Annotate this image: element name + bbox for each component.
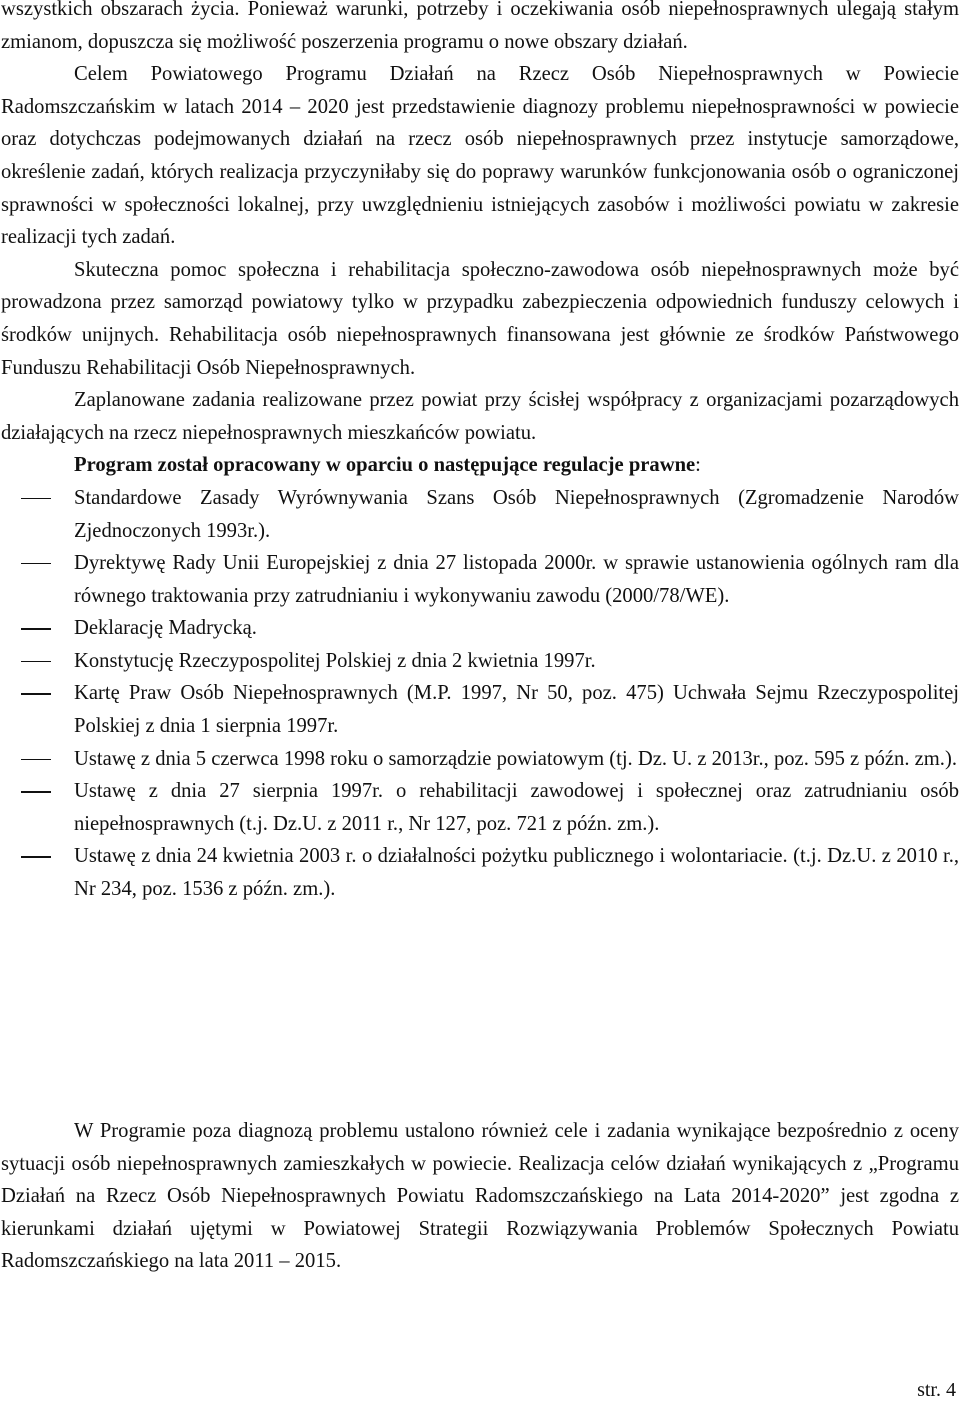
regulation-text: Standardowe Zasady Wyrównywania Szans Osób Niepełnosprawnych (Zgromadzenie Narodów Zjednoczonych 1993r.).: [74, 486, 959, 542]
cooperation-paragraph: Zaplanowane zadania realizowane przez powiat przy ścisłej współpracy z organizacjami pozarządowych działających na rzecz niepełnosprawnych mieszkańców powiatu.: [1, 389, 959, 444]
closing-paragraph: W Programie poza diagnozą problemu ustalono również cele i zadania wynikające bezpośrednio z oceny sytuacji osób niepełnosprawnych zamieszkałych w powiecie. Realizacja celów działań wynikających z „Programu Działań na Rzecz Osób Niepełnosprawnych Powiatu Radomszczańskiego na Lata 2014-2020” jest zgodna z kierunkami działań ujętymi w Powiatowej Strategii Rozwiązywania Problemów Społecznych Powiatu Radomszczańskiego na lata 2011 – 2015.: [1, 1120, 959, 1273]
dash-bullet-icon: [21, 693, 51, 694]
bottom-text-block: [1, 1115, 959, 1278]
page-number: str. 4: [917, 1379, 956, 1401]
dash-bullet-icon: [21, 498, 51, 499]
regulation-text: Deklarację Madrycką.: [74, 617, 257, 640]
regulations-list: [1, 482, 959, 906]
regulations-heading: [1, 449, 959, 482]
regulation-text: Ustawę z dnia 5 czerwca 1998 roku o samorządzie powiatowym (tj. Dz. U. z 2013r., poz. 595 z późn. zm.).: [74, 747, 957, 770]
regulation-item: [1, 743, 959, 776]
dash-bullet-icon: [21, 759, 51, 760]
top-text-block: [1, 0, 959, 906]
regulation-item: [1, 482, 959, 547]
support-paragraph: Skuteczna pomoc społeczna i rehabilitacja społeczno-zawodowa osób niepełnosprawnych może być prowadzona przez samorząd powiatowy tylko w przypadku zabezpieczenia odpowiednich funduszy celowych i środków unijnych. Rehabilitacja osób niepełnosprawnych finansowana jest głównie ze środków Państwowego Funduszu Rehabilitacji Osób Niepełnosprawnych.: [1, 258, 959, 379]
regulation-item: [1, 677, 959, 742]
regulation-text: Konstytucję Rzeczypospolitej Polskiej z dnia 2 kwietnia 1997r.: [74, 649, 596, 672]
regulation-item: [1, 547, 959, 612]
dash-bullet-icon: [21, 563, 51, 564]
dash-bullet-icon: [21, 628, 51, 629]
regulations-heading-text: Program został opracowany w oparciu o następujące regulacje prawne: [74, 454, 696, 477]
regulation-item: [1, 775, 959, 840]
dash-bullet-icon: [21, 856, 51, 857]
regulation-text: Ustawę z dnia 24 kwietnia 2003 r. o działalności pożytku publicznego i wolontariacie. (t.j. Dz.U. z 2010 r., Nr 234, poz. 1536 z późn. zm.).: [74, 845, 959, 901]
regulations-heading-colon: :: [695, 454, 701, 477]
regulation-item: [1, 840, 959, 905]
dash-bullet-icon: [21, 791, 51, 792]
regulation-text: Ustawę z dnia 27 sierpnia 1997r. o rehabilitacji zawodowej i społecznej oraz zatrudnianiu osób niepełnosprawnych (t.j. Dz.U. z 2011 r., Nr 127, poz. 721 z późn. zm.).: [74, 780, 959, 835]
dash-bullet-icon: [21, 661, 51, 662]
regulation-item: [1, 612, 959, 645]
regulation-text: Kartę Praw Osób Niepełnosprawnych (M.P. 1997, Nr 50, poz. 475) Uchwała Sejmu Rzeczypospolitej Polskiej z dnia 1 sierpnia 1997r.: [74, 682, 959, 738]
regulation-text: Dyrektywę Rady Unii Europejskiej z dnia 27 listopada 2000r. w sprawie ustanowienia ogólnych ram dla równego traktowania przy zatrudnianiu i wykonywaniu zawodu (2000/78/WE).: [74, 552, 959, 607]
goal-paragraph: Celem Powiatowego Programu Działań na Rzecz Osób Niepełnosprawnych w Powiecie Radomszczańskim w latach 2014 – 2020 jest przedstawienie diagnozy problemu niepełnosprawności w powiecie oraz dotychczas podejmowanych działań na rzecz osób niepełnosprawnych przez instytucje samorządowe, określenie zadań, których realizacja przyczyniłaby się do poprawy warunków funkcjonowania osób o ograniczonej sprawności w społeczności lokalnej, przy uwzględnieniu istniejących zasobów i możliwości powiatu w zakresie realizacji tych zadań.: [1, 63, 959, 249]
regulation-item: [1, 645, 959, 678]
intro-continuation-paragraph: wszystkich obszarach życia. Ponieważ warunki, potrzeby i oczekiwania osób niepełnosprawnych ulegają stałym zmianom, dopuszcza się możliwość poszerzenia programu o nowe obszary działań.: [1, 0, 959, 53]
